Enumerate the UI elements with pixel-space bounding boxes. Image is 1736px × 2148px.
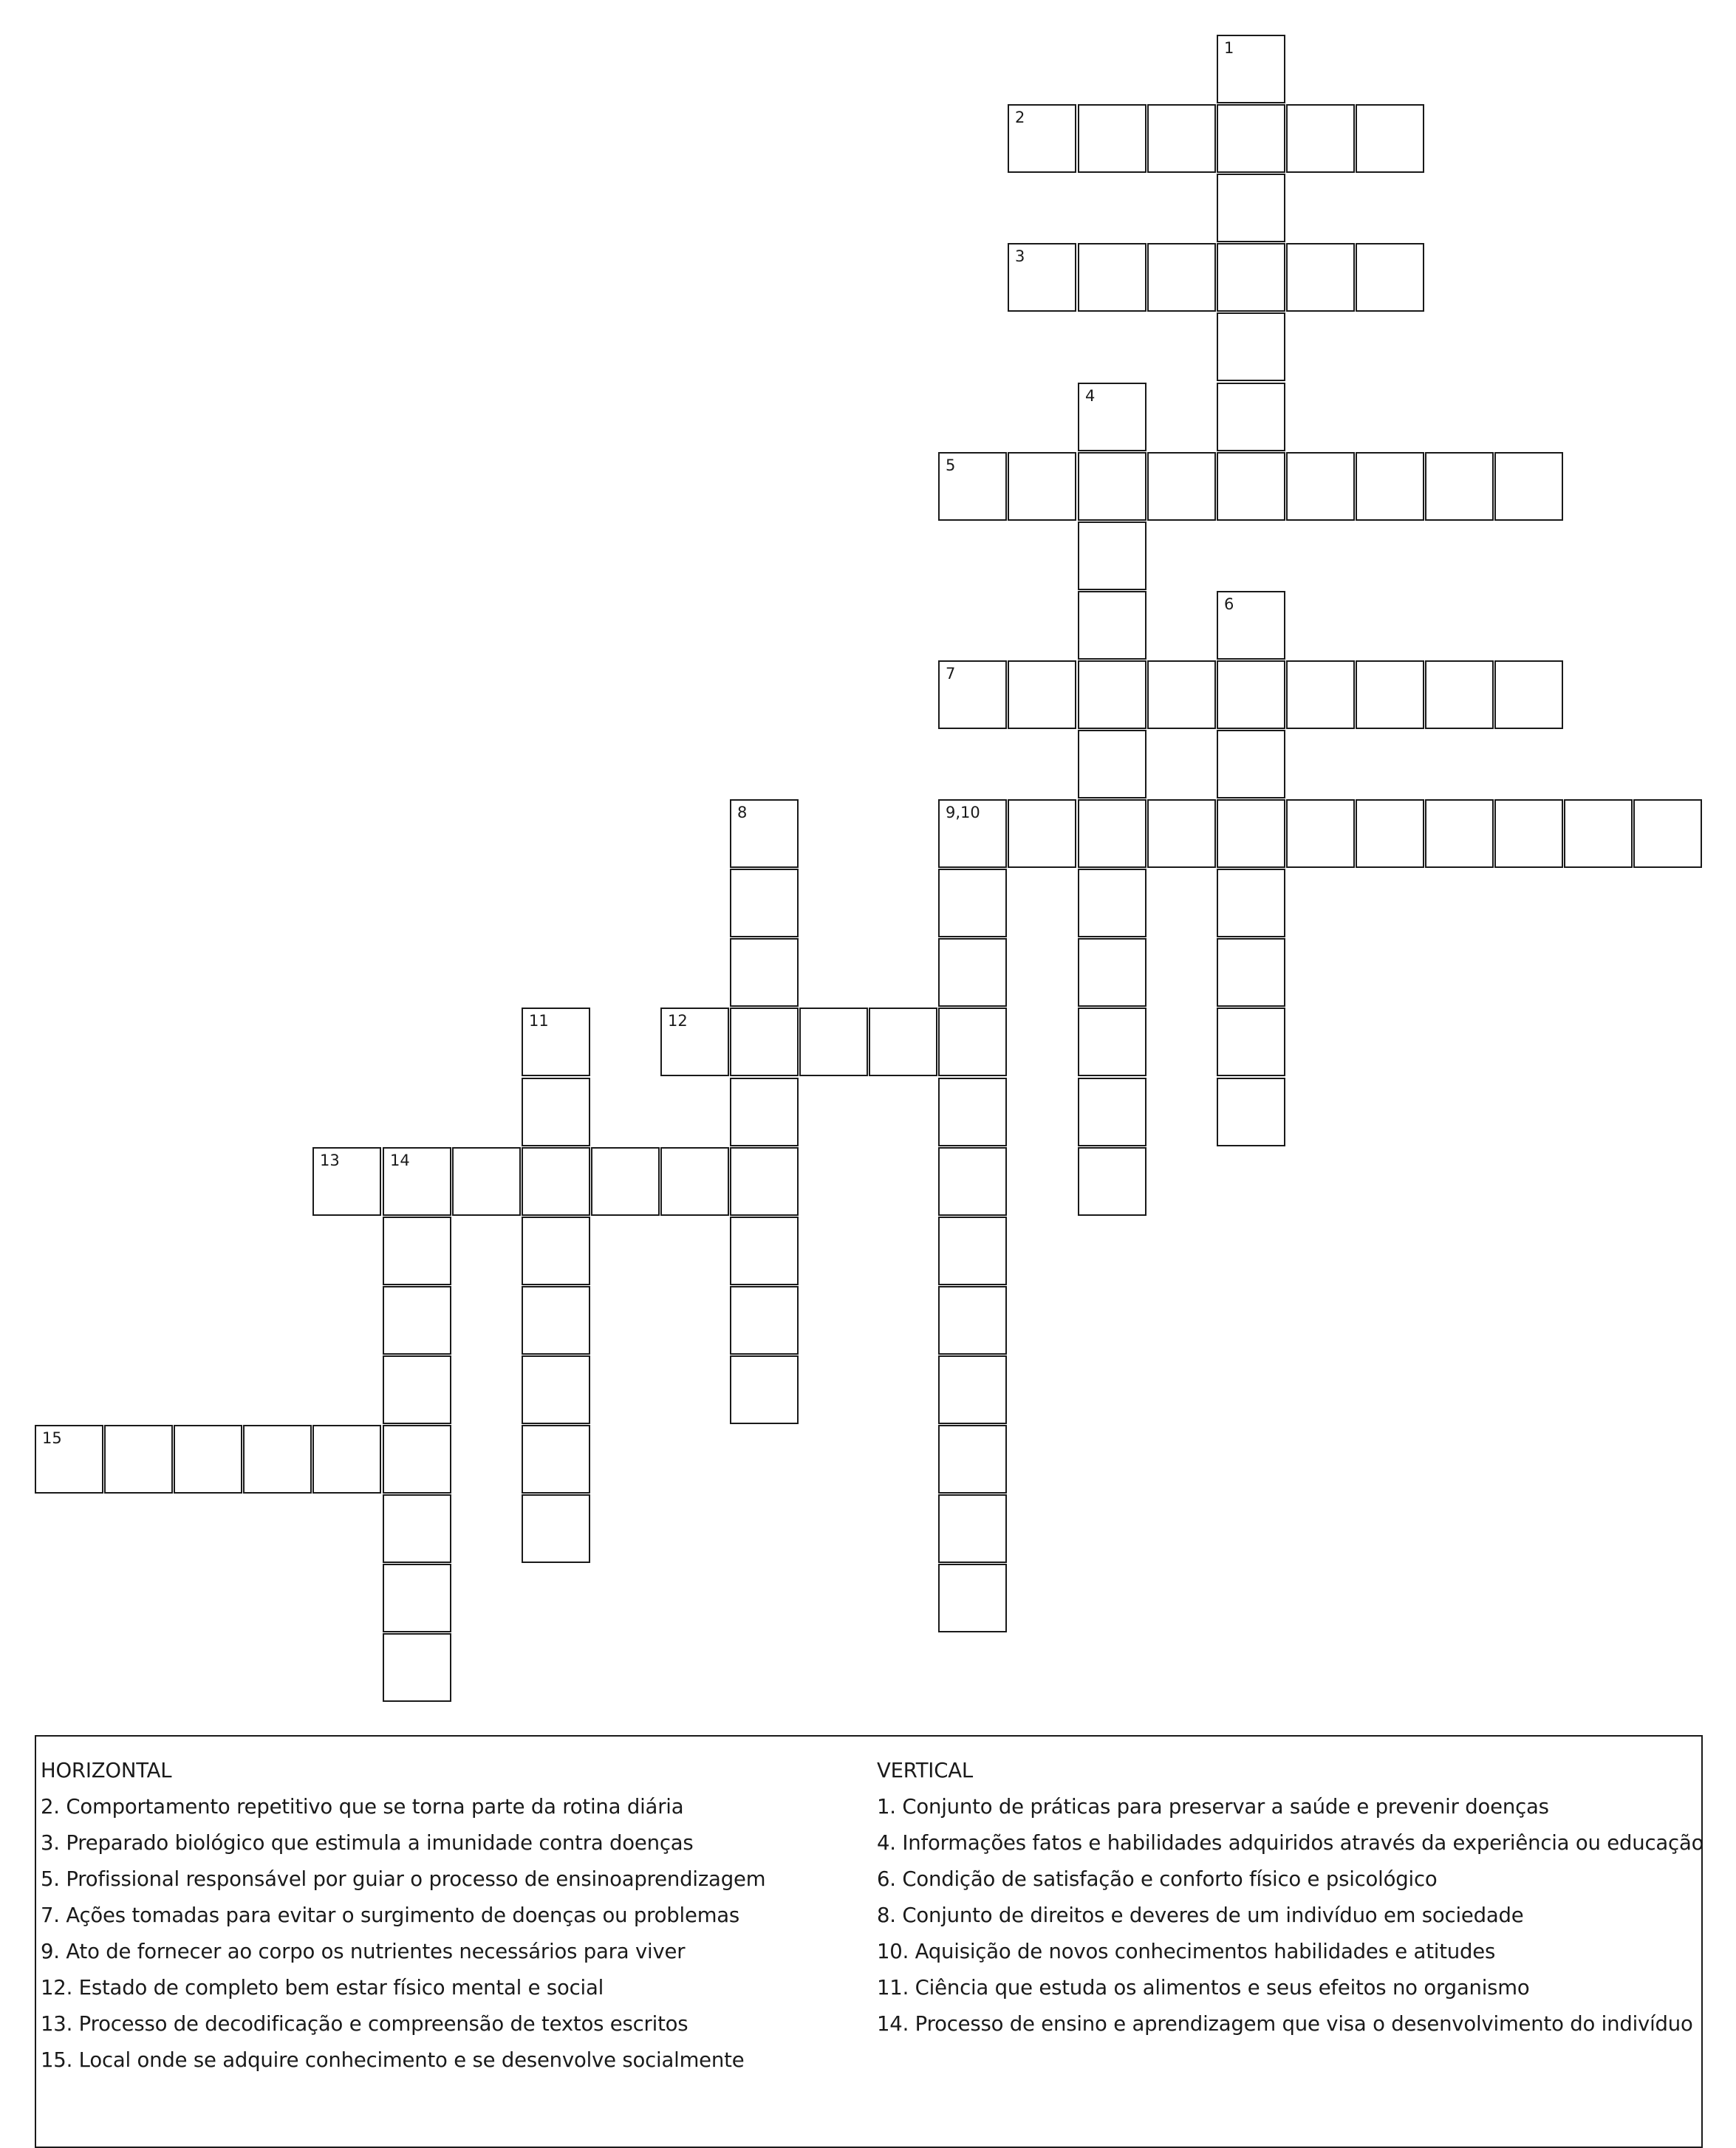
crossword-cell[interactable] bbox=[1008, 799, 1076, 868]
crossword-cell[interactable] bbox=[383, 1355, 451, 1424]
crossword-cell[interactable] bbox=[1217, 452, 1285, 521]
crossword-cell[interactable] bbox=[1425, 660, 1494, 729]
crossword-cell[interactable] bbox=[174, 1425, 242, 1494]
crossword-cell[interactable] bbox=[1217, 174, 1285, 242]
crossword-cell[interactable] bbox=[1078, 1008, 1146, 1076]
crossword-cell[interactable] bbox=[1494, 452, 1563, 521]
crossword-cell[interactable] bbox=[938, 799, 1007, 868]
crossword-cell[interactable] bbox=[1078, 1078, 1146, 1146]
crossword-cell[interactable] bbox=[522, 1217, 590, 1285]
crossword-cell[interactable] bbox=[660, 1008, 729, 1076]
clue-h-2: 2. Comportamento repetitivo que se torna parte da rotina diária bbox=[41, 1795, 684, 1819]
crossword-cell[interactable] bbox=[938, 1494, 1007, 1563]
crossword-cell[interactable] bbox=[730, 869, 799, 937]
clue-number: 14 bbox=[390, 1152, 410, 1169]
crossword-cell[interactable] bbox=[522, 1008, 590, 1076]
crossword-cell[interactable] bbox=[35, 1425, 103, 1494]
crossword-cell[interactable] bbox=[243, 1425, 312, 1494]
crossword-cell[interactable] bbox=[1078, 660, 1146, 729]
clue-number: 15 bbox=[42, 1429, 62, 1447]
crossword-cell[interactable] bbox=[1425, 799, 1494, 868]
clue-v-6: 6. Condição de satisfação e conforto físico e psicológico bbox=[877, 1867, 1438, 1891]
crossword-cell[interactable] bbox=[383, 1217, 451, 1285]
clue-h-7: 7. Ações tomadas para evitar o surgimento de doenças ou problemas bbox=[41, 1904, 740, 1927]
crossword-cell[interactable] bbox=[1494, 660, 1563, 729]
vertical-clues bbox=[877, 1753, 1703, 2042]
crossword-cell[interactable] bbox=[1078, 730, 1146, 798]
crossword-cell[interactable] bbox=[938, 869, 1007, 937]
crossword-cell[interactable] bbox=[938, 1425, 1007, 1494]
clue-number: 13 bbox=[320, 1152, 340, 1169]
crossword-cell[interactable] bbox=[1494, 799, 1563, 868]
crossword-cell[interactable] bbox=[730, 1217, 799, 1285]
clue-h-15: 15. Local onde se adquire conhecimento e se desenvolve socialmente bbox=[41, 2048, 745, 2072]
clue-v-14: 14. Processo de ensino e aprendizagem que visa o desenvolvimento do indivíduo bbox=[877, 2012, 1693, 2036]
crossword-cell[interactable] bbox=[1008, 243, 1076, 312]
crossword-cell[interactable] bbox=[1217, 938, 1285, 1007]
crossword-cell[interactable] bbox=[522, 1425, 590, 1494]
crossword-cell[interactable] bbox=[938, 1217, 1007, 1285]
clue-h-5: 5. Profissional responsável por guiar o processo de ensinoaprendizagem bbox=[41, 1867, 766, 1891]
crossword-cell[interactable] bbox=[1633, 799, 1702, 868]
clue-number: 5 bbox=[946, 456, 956, 474]
horizontal-heading: HORIZONTAL bbox=[41, 1759, 172, 1782]
crossword-cell[interactable] bbox=[730, 1286, 799, 1355]
crossword-cell[interactable] bbox=[1147, 104, 1216, 173]
vertical-heading: VERTICAL bbox=[877, 1759, 973, 1782]
crossword-cell[interactable] bbox=[730, 938, 799, 1007]
clue-v-4: 4. Informações fatos e habilidades adquiridos através da experiência ou educação bbox=[877, 1831, 1704, 1855]
crossword-cell[interactable] bbox=[383, 1425, 451, 1494]
crossword-cell[interactable] bbox=[522, 1494, 590, 1563]
crossword-cell[interactable] bbox=[312, 1147, 381, 1216]
crossword-cell[interactable] bbox=[938, 1147, 1007, 1216]
crossword-cell[interactable] bbox=[1008, 660, 1076, 729]
crossword-cell[interactable] bbox=[938, 660, 1007, 729]
crossword-cell[interactable] bbox=[1425, 452, 1494, 521]
crossword-cell[interactable] bbox=[1078, 243, 1146, 312]
clue-h-12: 12. Estado de completo bem estar físico mental e social bbox=[41, 1976, 604, 2000]
crossword-cell[interactable] bbox=[730, 1355, 799, 1424]
clue-h-13: 13. Processo de decodificação e compreensão de textos escritos bbox=[41, 2012, 688, 2036]
crossword-cell[interactable] bbox=[383, 1564, 451, 1632]
clue-number: 9,10 bbox=[946, 804, 980, 821]
clue-number: 2 bbox=[1015, 109, 1025, 126]
clue-number: 8 bbox=[737, 804, 748, 821]
crossword-cell[interactable] bbox=[1286, 452, 1355, 521]
crossword-cell[interactable] bbox=[1008, 452, 1076, 521]
crossword-cell[interactable] bbox=[938, 1564, 1007, 1632]
crossword-cell[interactable] bbox=[1217, 104, 1285, 173]
crossword-cell[interactable] bbox=[1078, 383, 1146, 451]
clue-v-1: 1. Conjunto de práticas para preservar a saúde e prevenir doenças bbox=[877, 1795, 1549, 1819]
crossword-cell[interactable] bbox=[1147, 660, 1216, 729]
crossword-cell[interactable] bbox=[660, 1147, 729, 1216]
clue-v-10: 10. Aquisição de novos conhecimentos habilidades e atitudes bbox=[877, 1940, 1496, 1963]
crossword-cell[interactable] bbox=[1217, 730, 1285, 798]
clue-number: 12 bbox=[668, 1012, 688, 1030]
crossword-cell[interactable] bbox=[1356, 660, 1424, 729]
crossword-cell[interactable] bbox=[1356, 452, 1424, 521]
clue-v-8: 8. Conjunto de direitos e deveres de um indivíduo em sociedade bbox=[877, 1904, 1524, 1927]
crossword-cell[interactable] bbox=[383, 1494, 451, 1563]
clue-number: 1 bbox=[1224, 39, 1234, 57]
crossword-cell[interactable] bbox=[1564, 799, 1633, 868]
crossword-cell[interactable] bbox=[1217, 312, 1285, 381]
crossword-cell[interactable] bbox=[1147, 243, 1216, 312]
clue-number: 11 bbox=[529, 1012, 549, 1030]
crossword-cell[interactable] bbox=[1356, 799, 1424, 868]
crossword-cell[interactable] bbox=[1008, 104, 1076, 173]
crossword-cell[interactable] bbox=[1078, 591, 1146, 660]
crossword-cell[interactable] bbox=[1286, 104, 1355, 173]
crossword-cell[interactable] bbox=[104, 1425, 173, 1494]
clue-number: 7 bbox=[946, 665, 956, 683]
crossword-cell[interactable] bbox=[312, 1425, 381, 1494]
crossword-cell[interactable] bbox=[522, 1286, 590, 1355]
crossword-cell[interactable] bbox=[730, 1147, 799, 1216]
clue-number: 4 bbox=[1085, 387, 1096, 405]
crossword-cell[interactable] bbox=[869, 1008, 937, 1076]
horizontal-clues bbox=[41, 1753, 765, 2079]
crossword-cell[interactable] bbox=[1078, 1147, 1146, 1216]
crossword-cell[interactable] bbox=[1217, 869, 1285, 937]
crossword-cell[interactable] bbox=[522, 1078, 590, 1146]
crossword-cell[interactable] bbox=[1286, 243, 1355, 312]
crossword-cell[interactable] bbox=[1286, 660, 1355, 729]
crossword-cell[interactable] bbox=[1217, 243, 1285, 312]
crossword-cell[interactable] bbox=[730, 1008, 799, 1076]
crossword-cell[interactable] bbox=[1217, 383, 1285, 451]
crossword-cell[interactable] bbox=[1217, 591, 1285, 660]
crossword-cell[interactable] bbox=[1217, 1078, 1285, 1146]
crossword-cell[interactable] bbox=[1078, 452, 1146, 521]
crossword-cell[interactable] bbox=[452, 1147, 521, 1216]
clue-h-3: 3. Preparado biológico que estimula a imunidade contra doenças bbox=[41, 1831, 694, 1855]
crossword-cell[interactable] bbox=[383, 1147, 451, 1216]
crossword-cell[interactable] bbox=[938, 1008, 1007, 1076]
clue-v-11: 11. Ciência que estuda os alimentos e seus efeitos no organismo bbox=[877, 1976, 1530, 2000]
crossword-cell[interactable] bbox=[522, 1147, 590, 1216]
clue-number: 3 bbox=[1015, 247, 1025, 265]
crossword-cell[interactable] bbox=[938, 452, 1007, 521]
crossword-cell[interactable] bbox=[1078, 869, 1146, 937]
crossword-cell[interactable] bbox=[1147, 452, 1216, 521]
crossword-cell[interactable] bbox=[1078, 938, 1146, 1007]
crossword-cell[interactable] bbox=[1217, 35, 1285, 103]
crossword-cell[interactable] bbox=[938, 1286, 1007, 1355]
crossword-cell[interactable] bbox=[1078, 104, 1146, 173]
crossword-cell[interactable] bbox=[1217, 660, 1285, 729]
crossword-cell[interactable] bbox=[522, 1355, 590, 1424]
crossword-cell[interactable] bbox=[1078, 521, 1146, 590]
crossword-cell[interactable] bbox=[1217, 799, 1285, 868]
clue-h-9: 9. Ato de fornecer ao corpo os nutrientes necessários para viver bbox=[41, 1940, 686, 1963]
clues-box bbox=[35, 1735, 1703, 2148]
crossword-cell[interactable] bbox=[938, 938, 1007, 1007]
crossword-cell[interactable] bbox=[1286, 799, 1355, 868]
crossword-cell[interactable] bbox=[591, 1147, 660, 1216]
crossword-cell[interactable] bbox=[1356, 104, 1424, 173]
crossword-cell[interactable] bbox=[383, 1286, 451, 1355]
crossword-cell[interactable] bbox=[938, 1078, 1007, 1146]
crossword-cell[interactable] bbox=[938, 1355, 1007, 1424]
crossword-cell[interactable] bbox=[1217, 1008, 1285, 1076]
crossword-cell[interactable] bbox=[1078, 799, 1146, 868]
crossword-cell[interactable] bbox=[1356, 243, 1424, 312]
crossword-cell[interactable] bbox=[799, 1008, 868, 1076]
crossword-cell[interactable] bbox=[730, 799, 799, 868]
crossword-cell[interactable] bbox=[730, 1078, 799, 1146]
clue-number: 6 bbox=[1224, 595, 1234, 613]
crossword-cell[interactable] bbox=[1147, 799, 1216, 868]
crossword-cell[interactable] bbox=[383, 1633, 451, 1702]
